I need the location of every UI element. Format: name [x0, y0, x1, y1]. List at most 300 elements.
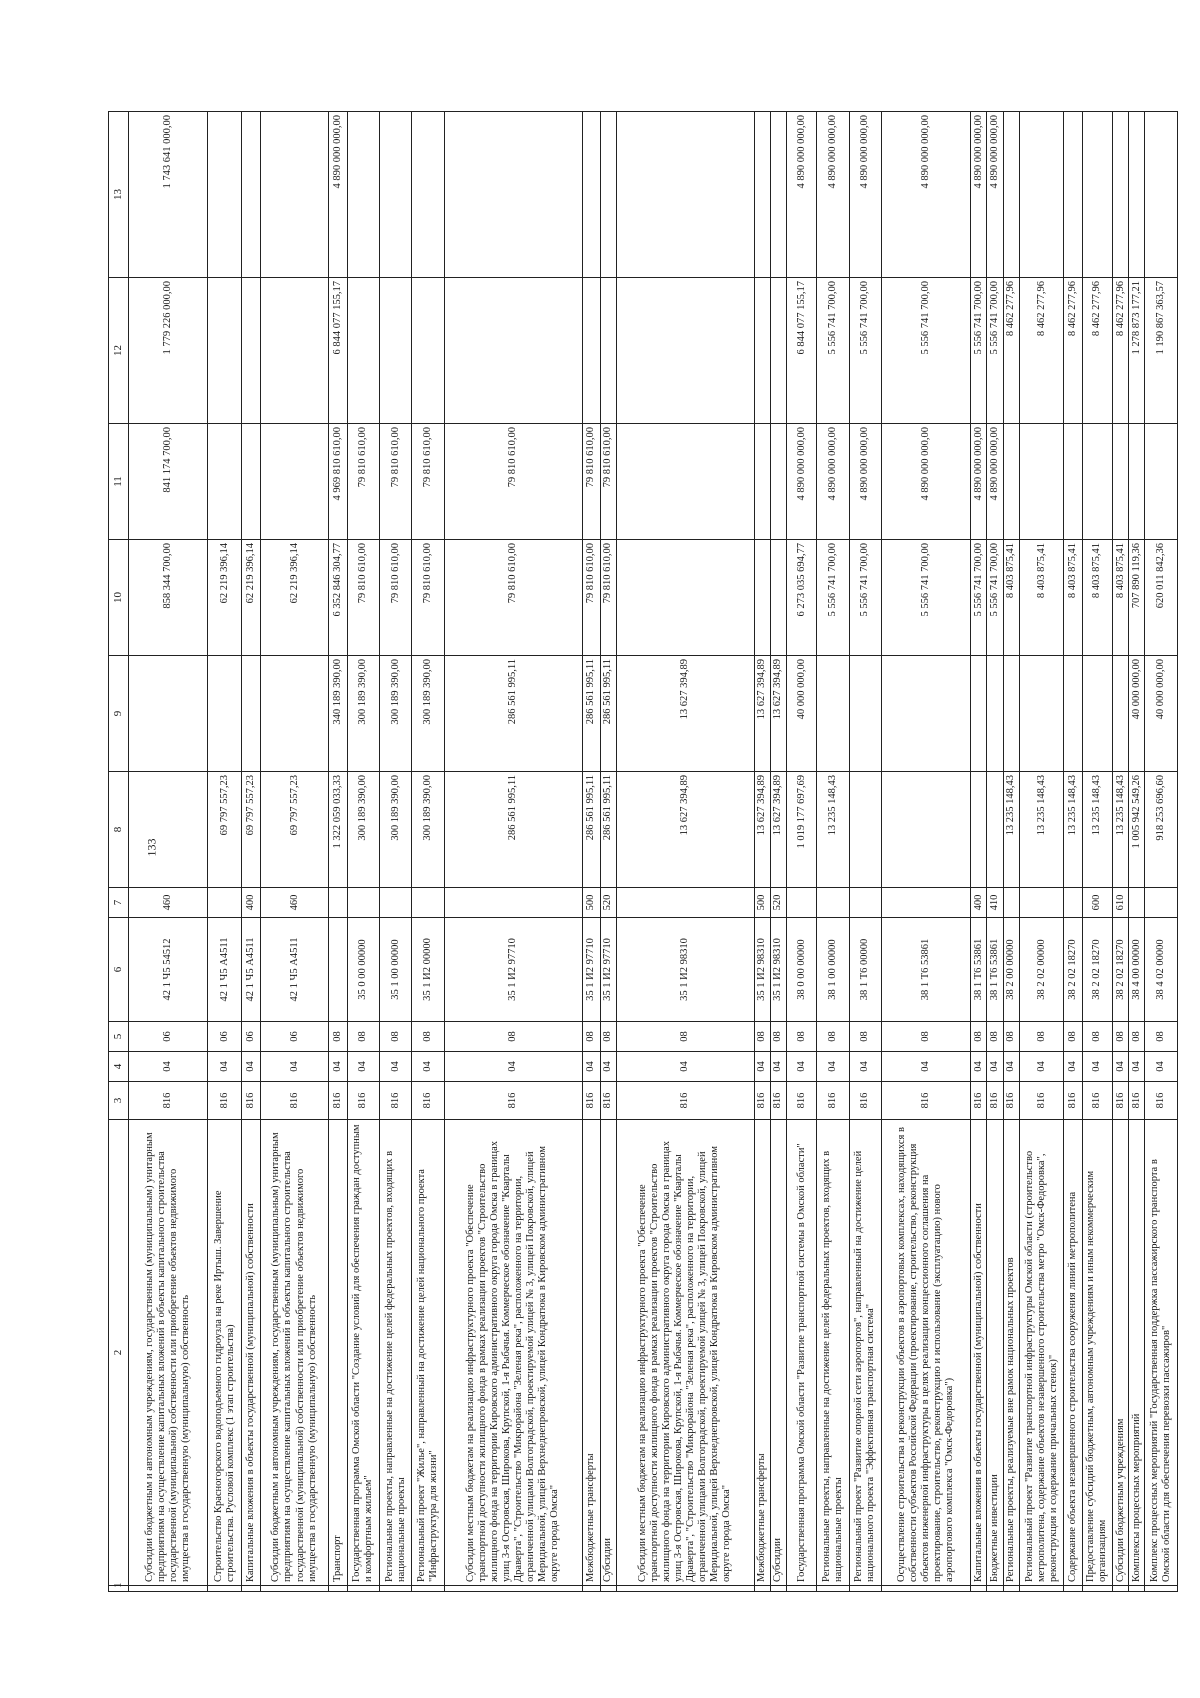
code-cell-c7: 600	[1082, 888, 1112, 918]
amount-cell-c11: 4 890 000 000,00	[817, 424, 849, 540]
amount-cell-c10: 79 810 610,00	[600, 540, 616, 656]
code-cell-c7	[444, 888, 582, 918]
column-header-7: 7	[109, 888, 129, 918]
row-marker-cell	[1003, 1586, 1019, 1592]
code-cell-c7	[616, 888, 754, 918]
amount-cell-c10: 6 352 846 304,77	[329, 540, 347, 656]
code-cell-c5: 08	[1019, 1022, 1064, 1052]
amount-cell-c9: 286 561 995,11	[600, 656, 616, 772]
amount-cell-c13	[380, 112, 412, 278]
row-marker-cell	[616, 1586, 754, 1592]
code-cell-c4: 04	[242, 1052, 260, 1082]
code-cell-c6: 35 1 И2 98310	[754, 918, 770, 1022]
table-row	[987, 112, 1003, 1592]
code-cell-c6: 38 4 02 00000	[1145, 918, 1178, 1022]
amount-cell-c12	[444, 278, 582, 424]
code-cell-c6: 35 1 И2 98310	[616, 918, 754, 1022]
amount-cell-c12	[347, 278, 379, 424]
code-cell-c4: 04	[817, 1052, 849, 1082]
amount-cell-c11: 841 174 700,00	[129, 424, 208, 540]
column-header-6: 6	[109, 918, 129, 1022]
code-cell-c3: 816	[616, 1082, 754, 1120]
amount-cell-c9	[1112, 656, 1128, 772]
amount-cell-c12: 8 462 277,96	[1019, 278, 1064, 424]
amount-cell-c11: 4 890 000 000,00	[787, 424, 817, 540]
code-cell-c4: 04	[1064, 1052, 1082, 1082]
amount-cell-c8: 69 797 557,23	[260, 772, 329, 888]
code-cell-c4: 04	[616, 1052, 754, 1082]
amount-cell-c9: 13 627 394,89	[770, 656, 786, 772]
amount-cell-c13	[582, 112, 600, 278]
amount-cell-c9: 40 000 000,00	[1145, 656, 1178, 772]
amount-cell-c12	[242, 278, 260, 424]
code-cell-c7	[1003, 888, 1019, 918]
amount-cell-c12: 5 556 741 700,00	[971, 278, 987, 424]
amount-cell-c11: 4 890 000 000,00	[882, 424, 971, 540]
row-marker-cell	[1129, 1586, 1145, 1592]
code-cell-c5: 08	[600, 1022, 616, 1052]
amount-cell-c9: 340 189 390,00	[329, 656, 347, 772]
code-cell-c4: 04	[1082, 1052, 1112, 1082]
table-row	[1019, 112, 1064, 1592]
code-cell-c6: 42 1 Ч5 А4511	[207, 918, 241, 1022]
amount-cell-c8	[129, 772, 208, 888]
amount-cell-c12: 6 844 077 155,17	[787, 278, 817, 424]
code-cell-c6: 35 1 И2 00000	[412, 918, 444, 1022]
code-cell-c6: 42 1 Ч5 54512	[129, 918, 208, 1022]
amount-cell-c11: 79 810 610,00	[582, 424, 600, 540]
amount-cell-c10: 8 403 875,41	[1082, 540, 1112, 656]
item-name-cell: Комплексы процессных мероприятий	[1129, 1120, 1145, 1586]
code-cell-c3: 816	[260, 1082, 329, 1120]
amount-cell-c13: 1 743 641 000,00	[129, 112, 208, 278]
table-row	[380, 112, 412, 1592]
code-cell-c7	[207, 888, 241, 918]
table-row	[616, 112, 754, 1592]
amount-cell-c13	[616, 112, 754, 278]
code-cell-c6: 42 1 Ч5 А4511	[260, 918, 329, 1022]
amount-cell-c10: 5 556 741 700,00	[817, 540, 849, 656]
code-cell-c7: 500	[582, 888, 600, 918]
code-cell-c4: 04	[987, 1052, 1003, 1082]
header-row	[109, 112, 129, 1592]
item-name-cell: Субсидии бюджетным учреждениям	[1112, 1120, 1128, 1586]
amount-cell-c10: 5 556 741 700,00	[987, 540, 1003, 656]
code-cell-c6: 38 0 00 00000	[787, 918, 817, 1022]
amount-cell-c13	[1112, 112, 1128, 278]
table-row	[1129, 112, 1145, 1592]
amount-cell-c9: 300 189 390,00	[347, 656, 379, 772]
amount-cell-c11	[770, 424, 786, 540]
code-cell-c3: 816	[787, 1082, 817, 1120]
code-cell-c6: 35 1 И2 97710	[600, 918, 616, 1022]
code-cell-c3: 816	[1003, 1082, 1019, 1120]
amount-cell-c10: 62 219 396,14	[242, 540, 260, 656]
amount-cell-c13: 4 890 000 000,00	[787, 112, 817, 278]
code-cell-c6: 38 1 Т6 00000	[849, 918, 881, 1022]
code-cell-c6: 35 1 И2 97710	[444, 918, 582, 1022]
rotated-table-container	[108, 112, 1178, 1592]
amount-cell-c11	[1145, 424, 1178, 540]
row-marker-cell	[1082, 1586, 1112, 1592]
item-name-cell: Транспорт	[329, 1120, 347, 1586]
table-row	[1112, 112, 1128, 1592]
amount-cell-c13	[770, 112, 786, 278]
amount-cell-c9	[987, 656, 1003, 772]
amount-cell-c11	[242, 424, 260, 540]
row-marker-cell	[987, 1586, 1003, 1592]
code-cell-c5: 08	[347, 1022, 379, 1052]
amount-cell-c13	[207, 112, 241, 278]
amount-cell-c13	[347, 112, 379, 278]
amount-cell-c8: 286 561 995,11	[444, 772, 582, 888]
code-cell-c7	[1145, 888, 1178, 918]
amount-cell-c13: 4 890 000 000,00	[329, 112, 347, 278]
code-cell-c6: 38 2 02 18270	[1064, 918, 1082, 1022]
code-cell-c7	[380, 888, 412, 918]
amount-cell-c9: 40 000 000,00	[787, 656, 817, 772]
row-marker-cell	[444, 1586, 582, 1592]
table-row	[787, 112, 817, 1592]
table-row	[754, 112, 770, 1592]
amount-cell-c10: 79 810 610,00	[347, 540, 379, 656]
item-name-cell: Содержание объекта незавершенного строительства сооружения линий метрополитена	[1064, 1120, 1082, 1586]
amount-cell-c13	[1082, 112, 1112, 278]
table-row	[882, 112, 971, 1592]
code-cell-c5: 06	[129, 1022, 208, 1052]
amount-cell-c8: 1 019 177 697,69	[787, 772, 817, 888]
code-cell-c5: 08	[1129, 1022, 1145, 1052]
amount-cell-c11: 79 810 610,00	[600, 424, 616, 540]
amount-cell-c10: 707 890 119,36	[1129, 540, 1145, 656]
row-marker-cell	[817, 1586, 849, 1592]
amount-cell-c12: 5 556 741 700,00	[987, 278, 1003, 424]
item-name-cell: Региональные проекты, направленные на достижение целей федеральных проектов, входящих в национальные проекты	[817, 1120, 849, 1586]
amount-cell-c11	[260, 424, 329, 540]
table-row	[242, 112, 260, 1592]
row-marker-cell	[770, 1586, 786, 1592]
row-marker-cell	[882, 1586, 971, 1592]
amount-cell-c12	[600, 278, 616, 424]
amount-cell-c12: 1 779 226 000,00	[129, 278, 208, 424]
amount-cell-c8: 69 797 557,23	[207, 772, 241, 888]
amount-cell-c8: 13 235 148,43	[1064, 772, 1082, 888]
amount-cell-c10: 79 810 610,00	[444, 540, 582, 656]
code-cell-c6	[329, 918, 347, 1022]
code-cell-c6: 38 2 02 00000	[1019, 918, 1064, 1022]
code-cell-c4: 04	[129, 1052, 208, 1082]
code-cell-c4: 04	[971, 1052, 987, 1082]
column-header-11: 11	[109, 424, 129, 540]
amount-cell-c12: 6 844 077 155,17	[329, 278, 347, 424]
row-marker-cell	[1064, 1586, 1082, 1592]
amount-cell-c9	[207, 656, 241, 772]
column-header-5: 5	[109, 1022, 129, 1052]
amount-cell-c12: 5 556 741 700,00	[849, 278, 881, 424]
row-marker-cell	[849, 1586, 881, 1592]
amount-cell-c8: 13 235 148,43	[1082, 772, 1112, 888]
amount-cell-c8: 300 189 390,00	[412, 772, 444, 888]
amount-cell-c13: 4 890 000 000,00	[817, 112, 849, 278]
amount-cell-c8: 300 189 390,00	[380, 772, 412, 888]
row-marker-cell	[787, 1586, 817, 1592]
code-cell-c3: 816	[987, 1082, 1003, 1120]
item-name-cell: Субсидии	[600, 1120, 616, 1586]
amount-cell-c11: 4 890 000 000,00	[849, 424, 881, 540]
row-marker-cell	[600, 1586, 616, 1592]
item-name-cell: Субсидии	[770, 1120, 786, 1586]
item-name-cell: Государственная программа Омской области "Развитие транспортной системы в Омской области"	[787, 1120, 817, 1586]
amount-cell-c13	[412, 112, 444, 278]
code-cell-c4: 04	[329, 1052, 347, 1082]
code-cell-c7	[1064, 888, 1082, 918]
amount-cell-c13	[1129, 112, 1145, 278]
amount-cell-c12	[207, 278, 241, 424]
table-row	[582, 112, 600, 1592]
code-cell-c4: 04	[882, 1052, 971, 1082]
item-name-cell: Осуществление строительства и реконструкции объектов в аэропортовых комплексах, находящихся в собственности субъектов Российской Федерации (проектирование, строительство, реконструкция объектов инженерной инфраструктуры в целях реализации концессионного соглашения на проектирование, строительство, реконструкцию и использование (эксплуатацию) нового аэропортового комплекса "Омск-Федоровка")	[882, 1120, 971, 1586]
amount-cell-c13	[1145, 112, 1178, 278]
amount-cell-c8: 300 189 390,00	[347, 772, 379, 888]
amount-cell-c8	[971, 772, 987, 888]
row-marker-cell	[412, 1586, 444, 1592]
amount-cell-c13: 4 890 000 000,00	[987, 112, 1003, 278]
code-cell-c4: 04	[1145, 1052, 1178, 1082]
code-cell-c3: 816	[1129, 1082, 1145, 1120]
code-cell-c4: 04	[412, 1052, 444, 1082]
code-cell-c7	[849, 888, 881, 918]
code-cell-c7: 460	[260, 888, 329, 918]
row-marker-cell	[1019, 1586, 1064, 1592]
amount-cell-c9: 300 189 390,00	[412, 656, 444, 772]
code-cell-c4: 04	[1129, 1052, 1145, 1082]
column-header-8: 8	[109, 772, 129, 888]
row-marker-cell	[207, 1586, 241, 1592]
code-cell-c3: 816	[347, 1082, 379, 1120]
code-cell-c3: 816	[770, 1082, 786, 1120]
amount-cell-c9: 286 561 995,11	[444, 656, 582, 772]
code-cell-c5: 06	[260, 1022, 329, 1052]
code-cell-c6: 35 1 И2 97710	[582, 918, 600, 1022]
page-number: 133	[144, 838, 159, 857]
table-body	[129, 112, 1178, 1592]
item-name-cell: Региональный проект "Развитие опорной сети аэропортов", направленный на достижение целей национального проекта "Эффективная транспортная система"	[849, 1120, 881, 1586]
amount-cell-c9	[1003, 656, 1019, 772]
code-cell-c7: 520	[600, 888, 616, 918]
row-marker-cell	[347, 1586, 379, 1592]
item-name-cell: Субсидии бюджетным и автономным учреждениям, государственным (муниципальным) унитарным предприятиям на осуществление капитальных вложений в объекты капитального строительства государственной (муниципальной) собственности или приобретение объектов недвижимого имущества в государственную (муниципальную) собственность	[129, 1120, 208, 1586]
code-cell-c7: 500	[754, 888, 770, 918]
code-cell-c4: 04	[1112, 1052, 1128, 1082]
code-cell-c4: 04	[770, 1052, 786, 1082]
amount-cell-c13	[242, 112, 260, 278]
amount-cell-c10: 8 403 875,41	[1064, 540, 1082, 656]
code-cell-c5: 08	[971, 1022, 987, 1052]
code-cell-c7: 610	[1112, 888, 1128, 918]
amount-cell-c12: 8 462 277,96	[1064, 278, 1082, 424]
table-row	[1082, 112, 1112, 1592]
amount-cell-c10: 5 556 741 700,00	[971, 540, 987, 656]
amount-cell-c11	[616, 424, 754, 540]
amount-cell-c11: 4 890 000 000,00	[971, 424, 987, 540]
code-cell-c7: 520	[770, 888, 786, 918]
amount-cell-c9	[129, 656, 208, 772]
code-cell-c6: 38 2 02 18270	[1082, 918, 1112, 1022]
column-header-9: 9	[109, 656, 129, 772]
item-name-cell: Бюджетные инвестиции	[987, 1120, 1003, 1586]
amount-cell-c9	[242, 656, 260, 772]
amount-cell-c11	[1019, 424, 1064, 540]
amount-cell-c13: 4 890 000 000,00	[971, 112, 987, 278]
amount-cell-c12: 1 190 867 363,57	[1145, 278, 1178, 424]
row-marker-cell	[1112, 1586, 1128, 1592]
amount-cell-c10: 6 273 035 694,77	[787, 540, 817, 656]
amount-cell-c12: 1 278 873 177,21	[1129, 278, 1145, 424]
amount-cell-c8: 13 235 148,43	[1019, 772, 1064, 888]
column-header-3: 3	[109, 1082, 129, 1120]
code-cell-c5: 08	[380, 1022, 412, 1052]
amount-cell-c11: 79 810 610,00	[412, 424, 444, 540]
code-cell-c5: 08	[787, 1022, 817, 1052]
column-header-2: 2	[109, 1120, 129, 1586]
code-cell-c5: 06	[242, 1022, 260, 1052]
table-row	[770, 112, 786, 1592]
item-name-cell: Региональные проекты, направленные на достижение целей федеральных проектов, входящих в национальные проекты	[380, 1120, 412, 1586]
code-cell-c3: 816	[380, 1082, 412, 1120]
code-cell-c5: 08	[882, 1022, 971, 1052]
code-cell-c5: 08	[1064, 1022, 1082, 1052]
amount-cell-c10: 79 810 610,00	[380, 540, 412, 656]
code-cell-c5: 08	[987, 1022, 1003, 1052]
code-cell-c5: 08	[412, 1022, 444, 1052]
row-marker-cell	[1145, 1586, 1178, 1592]
code-cell-c3: 816	[444, 1082, 582, 1120]
amount-cell-c8: 13 627 394,89	[616, 772, 754, 888]
code-cell-c5: 08	[1082, 1022, 1112, 1052]
code-cell-c3: 816	[1082, 1082, 1112, 1120]
amount-cell-c9	[817, 656, 849, 772]
code-cell-c4: 04	[1003, 1052, 1019, 1082]
table-row	[207, 112, 241, 1592]
code-cell-c5: 08	[1003, 1022, 1019, 1052]
item-name-cell: Межбюджетные трансферты	[754, 1120, 770, 1586]
amount-cell-c11: 4 969 810 610,00	[329, 424, 347, 540]
code-cell-c3: 816	[971, 1082, 987, 1120]
amount-cell-c12	[380, 278, 412, 424]
column-header-12: 12	[109, 278, 129, 424]
code-cell-c6: 38 2 00 00000	[1003, 918, 1019, 1022]
item-name-cell: Межбюджетные трансферты	[582, 1120, 600, 1586]
code-cell-c3: 816	[1064, 1082, 1082, 1120]
table-row	[971, 112, 987, 1592]
table-row	[1003, 112, 1019, 1592]
table-row	[817, 112, 849, 1592]
code-cell-c6: 38 1 Т6 53861	[971, 918, 987, 1022]
amount-cell-c9: 13 627 394,89	[616, 656, 754, 772]
amount-cell-c9: 300 189 390,00	[380, 656, 412, 772]
row-marker-cell	[260, 1586, 329, 1592]
code-cell-c3: 816	[849, 1082, 881, 1120]
code-cell-c6: 38 2 02 18270	[1112, 918, 1128, 1022]
amount-cell-c8: 13 235 148,43	[1112, 772, 1128, 888]
code-cell-c7	[817, 888, 849, 918]
code-cell-c7: 400	[242, 888, 260, 918]
amount-cell-c11	[1003, 424, 1019, 540]
amount-cell-c13	[444, 112, 582, 278]
amount-cell-c10: 620 011 842,36	[1145, 540, 1178, 656]
amount-cell-c12: 8 462 277,96	[1003, 278, 1019, 424]
table-row	[329, 112, 347, 1592]
amount-cell-c10: 8 403 875,41	[1003, 540, 1019, 656]
row-marker-cell	[971, 1586, 987, 1592]
item-name-cell: Субсидии местным бюджетам на реализацию инфраструктурного проекта "Обеспечение транспортной доступности жилищного фонда в рамках реализации проектов "Строительство жилищного фонда на территории Кировского административного округа города Омска в границах улиц 3-я Островская, Широкова, Крупской, 1-я Рыбачья. Коммерческое обозначение "Кварталы Драверта", "Строительство "Микрорайона "Зеленая река", расположенного на территории, ограниченной улицами Волгоградской, проектируемой улицей № 3, улицей Покровской, улицей Меридиальной, улицей Верхнеднепровской, улицей Кондратюка в Кировском административном округе города Омска"	[444, 1120, 582, 1586]
code-cell-c6: 35 1 И2 98310	[770, 918, 786, 1022]
amount-cell-c9	[849, 656, 881, 772]
amount-cell-c8: 13 627 394,89	[754, 772, 770, 888]
code-cell-c4: 04	[582, 1052, 600, 1082]
code-cell-c5: 08	[1112, 1022, 1128, 1052]
code-cell-c3: 816	[1019, 1082, 1064, 1120]
amount-cell-c10: 79 810 610,00	[582, 540, 600, 656]
code-cell-c3: 816	[207, 1082, 241, 1120]
code-cell-c3: 816	[754, 1082, 770, 1120]
code-cell-c4: 04	[600, 1052, 616, 1082]
amount-cell-c9	[971, 656, 987, 772]
code-cell-c4: 04	[260, 1052, 329, 1082]
amount-cell-c8	[987, 772, 1003, 888]
amount-cell-c13	[1019, 112, 1064, 278]
table-row	[1145, 112, 1178, 1592]
amount-cell-c11: 79 810 610,00	[444, 424, 582, 540]
code-cell-c5: 08	[616, 1022, 754, 1052]
code-cell-c6: 35 1 00 00000	[380, 918, 412, 1022]
amount-cell-c10: 8 403 875,41	[1112, 540, 1128, 656]
amount-cell-c12	[412, 278, 444, 424]
code-cell-c7	[412, 888, 444, 918]
code-cell-c3: 816	[582, 1082, 600, 1120]
amount-cell-c9	[1082, 656, 1112, 772]
amount-cell-c9	[260, 656, 329, 772]
amount-cell-c9: 40 000 000,00	[1129, 656, 1145, 772]
amount-cell-c12: 8 462 277,96	[1112, 278, 1128, 424]
column-header-4: 4	[109, 1052, 129, 1082]
amount-cell-c13	[1064, 112, 1082, 278]
amount-cell-c12	[754, 278, 770, 424]
table-row	[260, 112, 329, 1592]
amount-cell-c11	[1112, 424, 1128, 540]
code-cell-c7	[882, 888, 971, 918]
amount-cell-c12: 5 556 741 700,00	[882, 278, 971, 424]
amount-cell-c12: 8 462 277,96	[1082, 278, 1112, 424]
item-name-cell: Субсидии бюджетным и автономным учреждениям, государственным (муниципальным) унитарным предприятиям на осуществление капитальных вложений в объекты капитального строительства государственной (муниципальной) собственности или приобретение объектов недвижимого имущества в государственную (муниципальную) собственность	[260, 1120, 329, 1586]
row-marker-cell	[129, 1586, 208, 1592]
table-row	[347, 112, 379, 1592]
code-cell-c7	[329, 888, 347, 918]
column-header-10: 10	[109, 540, 129, 656]
code-cell-c3: 816	[242, 1082, 260, 1120]
code-cell-c5: 08	[849, 1022, 881, 1052]
code-cell-c5: 08	[329, 1022, 347, 1052]
amount-cell-c12	[582, 278, 600, 424]
amount-cell-c11	[1064, 424, 1082, 540]
amount-cell-c13	[754, 112, 770, 278]
code-cell-c4: 04	[754, 1052, 770, 1082]
amount-cell-c11	[754, 424, 770, 540]
code-cell-c7: 460	[129, 888, 208, 918]
amount-cell-c8: 918 253 696,60	[1145, 772, 1178, 888]
row-marker-cell	[380, 1586, 412, 1592]
code-cell-c3: 816	[817, 1082, 849, 1120]
